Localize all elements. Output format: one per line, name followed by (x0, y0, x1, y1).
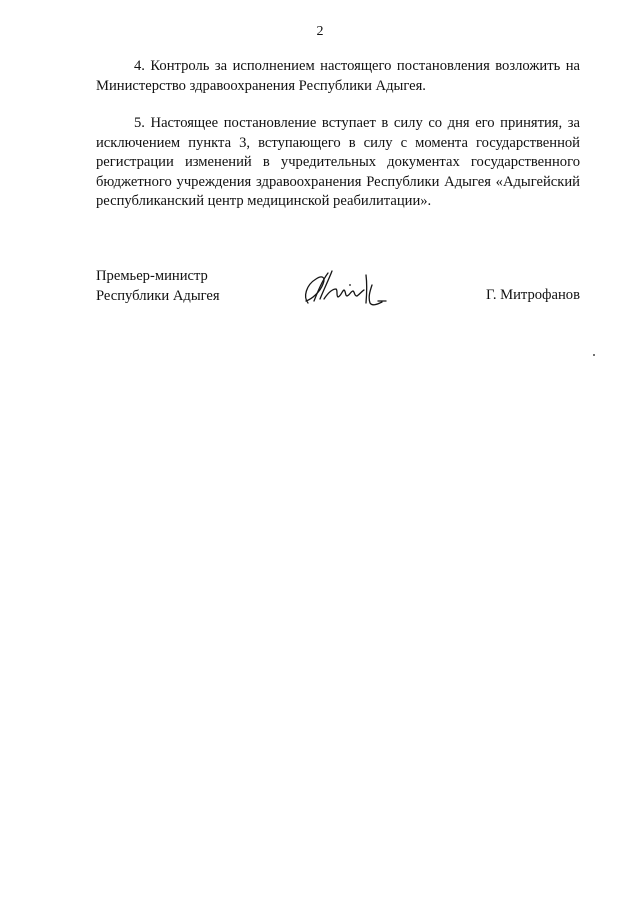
page-number: 2 (316, 24, 324, 39)
handwritten-signature-icon (294, 265, 394, 313)
signatory-name: Г. Митрофанов (486, 287, 580, 303)
scan-speck (593, 354, 595, 356)
signature-block (96, 267, 580, 317)
signatory-title (96, 267, 266, 306)
clause-4: 4. Контроль за исполнением настоящего постановления возложить на Министерство здравоохранения Республики Адыгея. (96, 58, 580, 94)
signatory-title-line1: Премьер-министр (96, 268, 208, 284)
signatory-title-line2: Республики Адыгея (96, 287, 220, 304)
clause-5: 5. Настоящее постановление вступает в силу со дня его принятия, за исключением пункта 3, вступающего в силу с момента государственной регистрации изменений в учредительных документах государственного бюджетного учреждения здравоохранения Республики Адыгея «Адыгейский республиканский центр медицинской реабилитации». (96, 115, 580, 209)
